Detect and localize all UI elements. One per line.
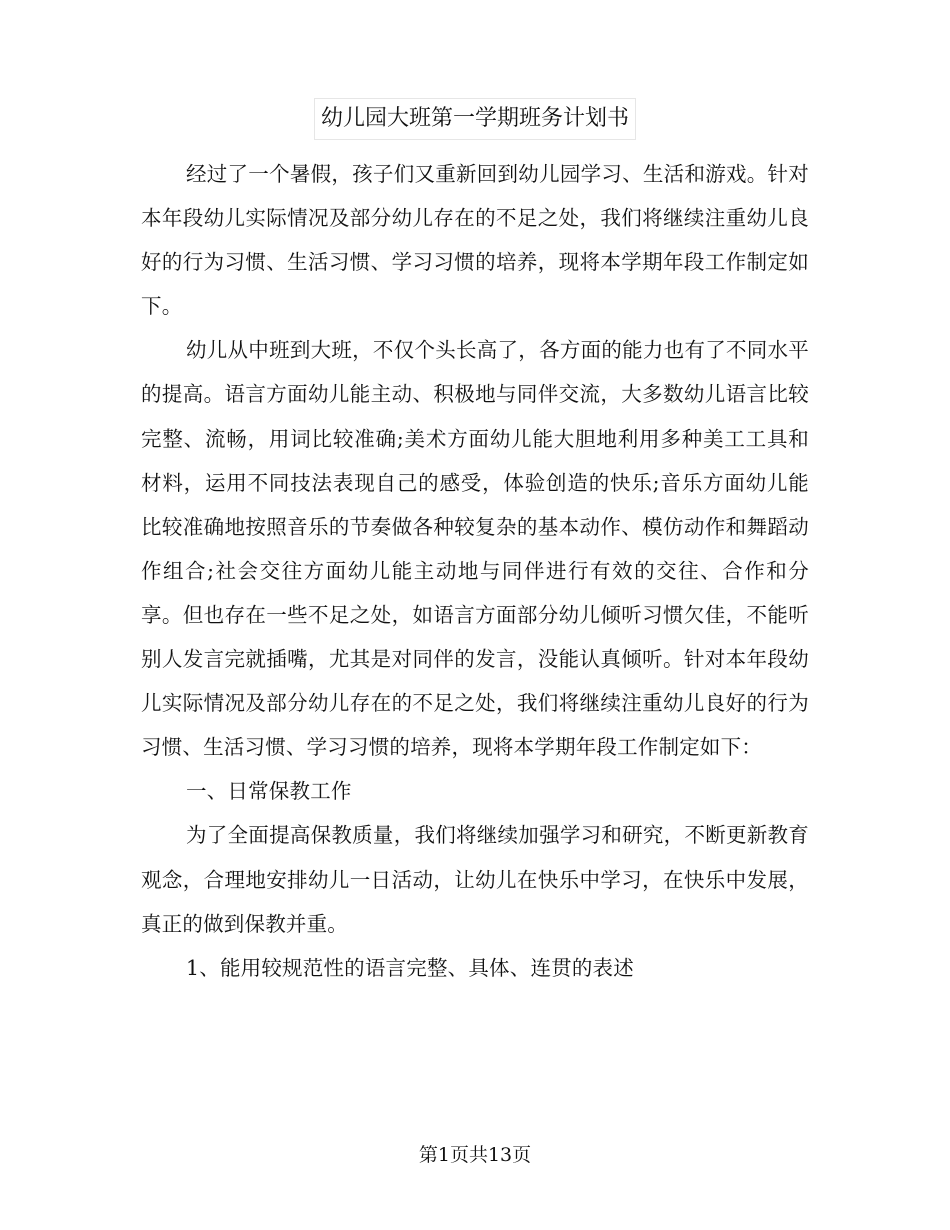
page-number-footer: 第1页共13页 (418, 1144, 532, 1166)
paragraph-analysis: 幼儿从中班到大班，不仅个头长高了，各方面的能力也有了不同水平的提高。语言方面幼儿能主动、积极地与同伴交流，大多数幼儿语言比较完整、流畅，用词比较准确;美术方面幼儿能大胆地利用多种美工工具和材料，运用不同技法表现自己的感受，体验创造的快乐;音乐方面幼儿能比较准确地按照音乐的节奏做各种较复杂的基本动作、模仿动作和舞蹈动作组合;社会交往方面幼儿能主动地与同伴进行有效的交往、合作和分享。但也存在一些不足之处，如语言方面部分幼儿倾听习惯欠佳，不能听别人发言完就插嘴，尤其是对同伴的发言，没能认真倾听。针对本年段幼儿实际情况及部分幼儿存在的不足之处，我们将继续注重幼儿良好的行为习惯、生活习惯、学习习惯的培养，现将本学期年段工作制定如下： (141, 338, 809, 760)
paragraph-intro: 经过了一个暑假，孩子们又重新回到幼儿园学习、生活和游戏。针对本年段幼儿实际情况及部分幼儿存在的不足之处，我们将继续注重幼儿良好的行为习惯、生活习惯、学习习惯的培养，现将本学期年段工作制定如下。 (141, 162, 809, 319)
list-item-1: 1、能用较规范性的语言完整、具体、连贯的表述 (186, 955, 634, 980)
title-container (0, 98, 950, 140)
document-body (141, 152, 809, 990)
document-title: 幼儿园大班第一学期班务计划书 (314, 98, 636, 140)
paragraph-daily-work: 为了全面提高保教质量，我们将继续加强学习和研究，不断更新教育观念，合理地安排幼儿一日活动，让幼儿在快乐中学习，在快乐中发展，真正的做到保教并重。 (141, 823, 809, 936)
section-heading-daily-work: 一、日常保教工作 (186, 779, 352, 804)
